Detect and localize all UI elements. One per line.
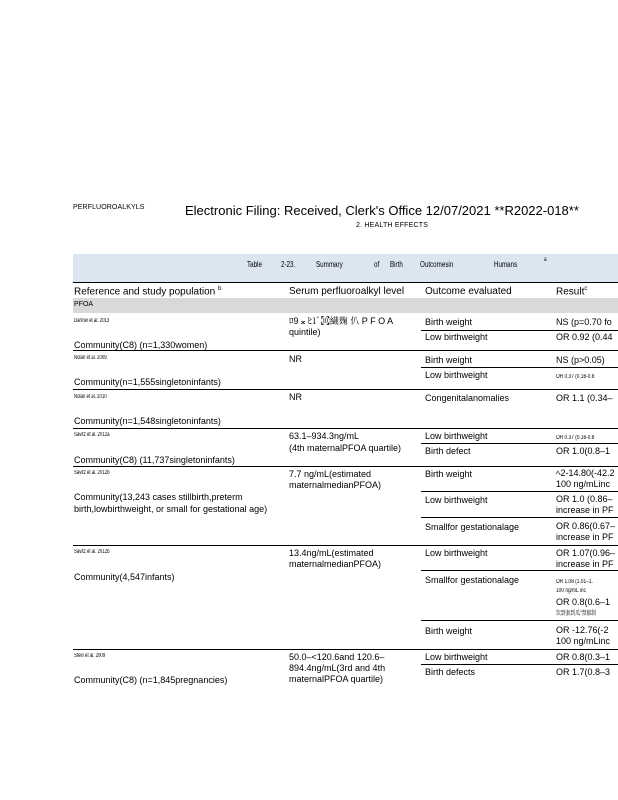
row-outcome: Low birthweight bbox=[425, 332, 488, 342]
row-outcome: Low birthweight bbox=[425, 495, 488, 505]
row-result: ﾍ2-14.80(-42.2 bbox=[556, 468, 615, 478]
row-result: OR 1.1 (0.34– bbox=[556, 393, 613, 403]
column-header-reference: Reference and study population $^b$ bbox=[74, 286, 222, 298]
row-outcome: Birth defects bbox=[425, 667, 476, 677]
row-result-cont: increase in PF bbox=[556, 559, 614, 569]
row-result: OR 1.0 (0.86– bbox=[556, 494, 613, 504]
row-divider bbox=[73, 466, 618, 467]
row-reference: Savitz et al. 2012b bbox=[74, 470, 110, 476]
row-serum-level-cont: maternalmedianPFOA) bbox=[289, 480, 382, 490]
row-result-cont: 饮到套到瓜"禁郁制 bbox=[556, 611, 597, 617]
row-result-cont: 100 ng/mLinc bbox=[556, 479, 611, 489]
row-serum-level-cont: quintile) bbox=[289, 327, 321, 337]
row-divider bbox=[73, 350, 618, 351]
outcome-divider bbox=[421, 570, 618, 571]
row-reference: Savitz et al. 2012a bbox=[74, 432, 110, 438]
row-outcome: Birth weight bbox=[425, 355, 473, 365]
row-result-cont: 100 ng/mL inc bbox=[556, 588, 586, 594]
row-result: OR 1.07(0.96– bbox=[556, 548, 616, 558]
row-serum-level: NR bbox=[289, 354, 302, 364]
outcome-divider bbox=[421, 330, 618, 331]
row-result: NS (p=0.70 fo bbox=[556, 317, 612, 327]
row-population: Community(13,243 cases stillbirth,preterm birth,lowbirthweight, or small for gestational age) bbox=[74, 492, 268, 514]
table-top-rule bbox=[73, 282, 618, 283]
row-result: OR 1.0(0.8–1 bbox=[556, 446, 611, 456]
row-outcome: Congenitalanomalies bbox=[425, 393, 510, 403]
outcome-divider bbox=[421, 664, 618, 665]
row-result-cont: increase in PF bbox=[556, 532, 614, 542]
row-outcome: Low birthweight bbox=[425, 370, 488, 380]
row-outcome: Low birthweight bbox=[425, 548, 488, 558]
row-serum-level: 7.7 ng/mL(estimated bbox=[289, 469, 372, 479]
caption-word: Humans bbox=[494, 260, 518, 269]
row-result: OR 0.8(0.3–1 bbox=[556, 652, 611, 662]
row-result: OR 0.37 (0.16-0.8 bbox=[556, 435, 595, 441]
outcome-divider bbox=[421, 367, 618, 368]
outcome-divider bbox=[421, 491, 618, 492]
caption-table-number: 2-23. bbox=[281, 260, 296, 269]
row-result: NS (p>0.05) bbox=[556, 355, 605, 365]
outcome-divider bbox=[421, 620, 618, 621]
row-serum-level-cont: maternalPFOA quartile) bbox=[289, 674, 384, 684]
row-population: Community(4,547infants) bbox=[74, 572, 175, 582]
row-result-cont: OR 0.8(0.6–1 bbox=[556, 597, 611, 607]
row-reference: Savitz et al. 2012b bbox=[74, 549, 110, 555]
caption-footnote-mark: a bbox=[544, 257, 547, 263]
row-outcome: Low birthweight bbox=[425, 431, 488, 441]
row-outcome: Birth weight bbox=[425, 317, 473, 327]
row-serum-level-cont: (4th maternalPFOA quartile) bbox=[289, 443, 402, 453]
row-divider bbox=[73, 389, 618, 390]
row-reference: Nolan et al. 2009 bbox=[74, 355, 107, 361]
outcome-divider bbox=[421, 517, 618, 518]
row-reference: Nolan et al. 2010 bbox=[74, 394, 107, 400]
row-outcome: Birth weight bbox=[425, 469, 473, 479]
filing-stamp: Electronic Filing: Received, Clerk's Office 12/07/2021 **R2022-018** bbox=[185, 203, 579, 218]
row-population: Community(n=1,555singletoninfants) bbox=[74, 377, 221, 387]
row-result: OR 0.37 (0.16-0.8 bbox=[556, 374, 595, 380]
row-serum-level-cont: 894.4ng/mL(3rd and 4th bbox=[289, 663, 386, 673]
row-serum-level: 63.1–934.3ng/mL bbox=[289, 431, 360, 441]
row-outcome: Smallfor gestationalage bbox=[425, 575, 520, 585]
row-result: OR 1.7(0.8–3 bbox=[556, 667, 611, 677]
running-header-title: PERFLUOROALKYLS bbox=[73, 204, 145, 211]
caption-word: of bbox=[374, 260, 380, 269]
column-header-serum: Serum perfluoroalkyl level bbox=[289, 286, 405, 297]
row-outcome: Low birthweight bbox=[425, 652, 488, 662]
row-divider bbox=[73, 428, 618, 429]
group-band bbox=[73, 298, 618, 313]
row-divider bbox=[73, 649, 618, 650]
row-population: Community(C8) (n=1,330women) bbox=[74, 340, 208, 350]
table-caption-band bbox=[73, 254, 618, 282]
row-population: Community(C8) (11,737singletoninfants) bbox=[74, 455, 235, 465]
row-serum-level: ﾛ9 𝄪 ﾋ1ﾞ㉈繊麹 仈 P F O A bbox=[289, 316, 394, 326]
row-reference: Stein et al. 2009 bbox=[74, 653, 106, 659]
caption-word: Birth bbox=[390, 260, 403, 269]
caption-table-word: Table bbox=[247, 260, 262, 269]
row-result: OR 0.86(0.67– bbox=[556, 521, 616, 531]
outcome-divider bbox=[421, 443, 618, 444]
row-result: OR 1.08 (1.01–1. bbox=[556, 579, 593, 585]
row-serum-level: 13.4ng/mL(estimated bbox=[289, 548, 374, 558]
row-population: Community(n=1,548singletoninfants) bbox=[74, 416, 221, 426]
row-serum-level-cont: maternalmedianPFOA) bbox=[289, 559, 382, 569]
row-reference: Darrow et al. 2013 bbox=[74, 318, 110, 324]
row-serum-level: NR bbox=[289, 392, 302, 402]
column-header-outcome: Outcome evaluated bbox=[425, 286, 512, 297]
row-outcome: Birth defect bbox=[425, 446, 471, 456]
caption-word: Outcomesin bbox=[420, 260, 454, 269]
row-result: OR -12.76(-2 bbox=[556, 625, 609, 635]
row-population: Community(C8) (n=1,845pregnancies) bbox=[74, 675, 228, 685]
row-divider bbox=[73, 545, 618, 546]
row-serum-level: 50.0–<120.6and 120.6– bbox=[289, 652, 385, 662]
row-result-cont: increase in PF bbox=[556, 505, 614, 515]
section-header: 2. HEALTH EFFECTS bbox=[356, 222, 429, 229]
row-result-cont: 100 ng/mLinc bbox=[556, 636, 611, 646]
row-outcome: Birth weight bbox=[425, 626, 473, 636]
column-header-result: Result$^c$ bbox=[556, 286, 588, 298]
row-result: OR 0.92 (0.44 bbox=[556, 332, 613, 342]
group-label-pfoa: PFOA bbox=[74, 301, 94, 308]
row-outcome: Smallfor gestationalage bbox=[425, 522, 520, 532]
caption-word: Summary bbox=[316, 260, 343, 269]
